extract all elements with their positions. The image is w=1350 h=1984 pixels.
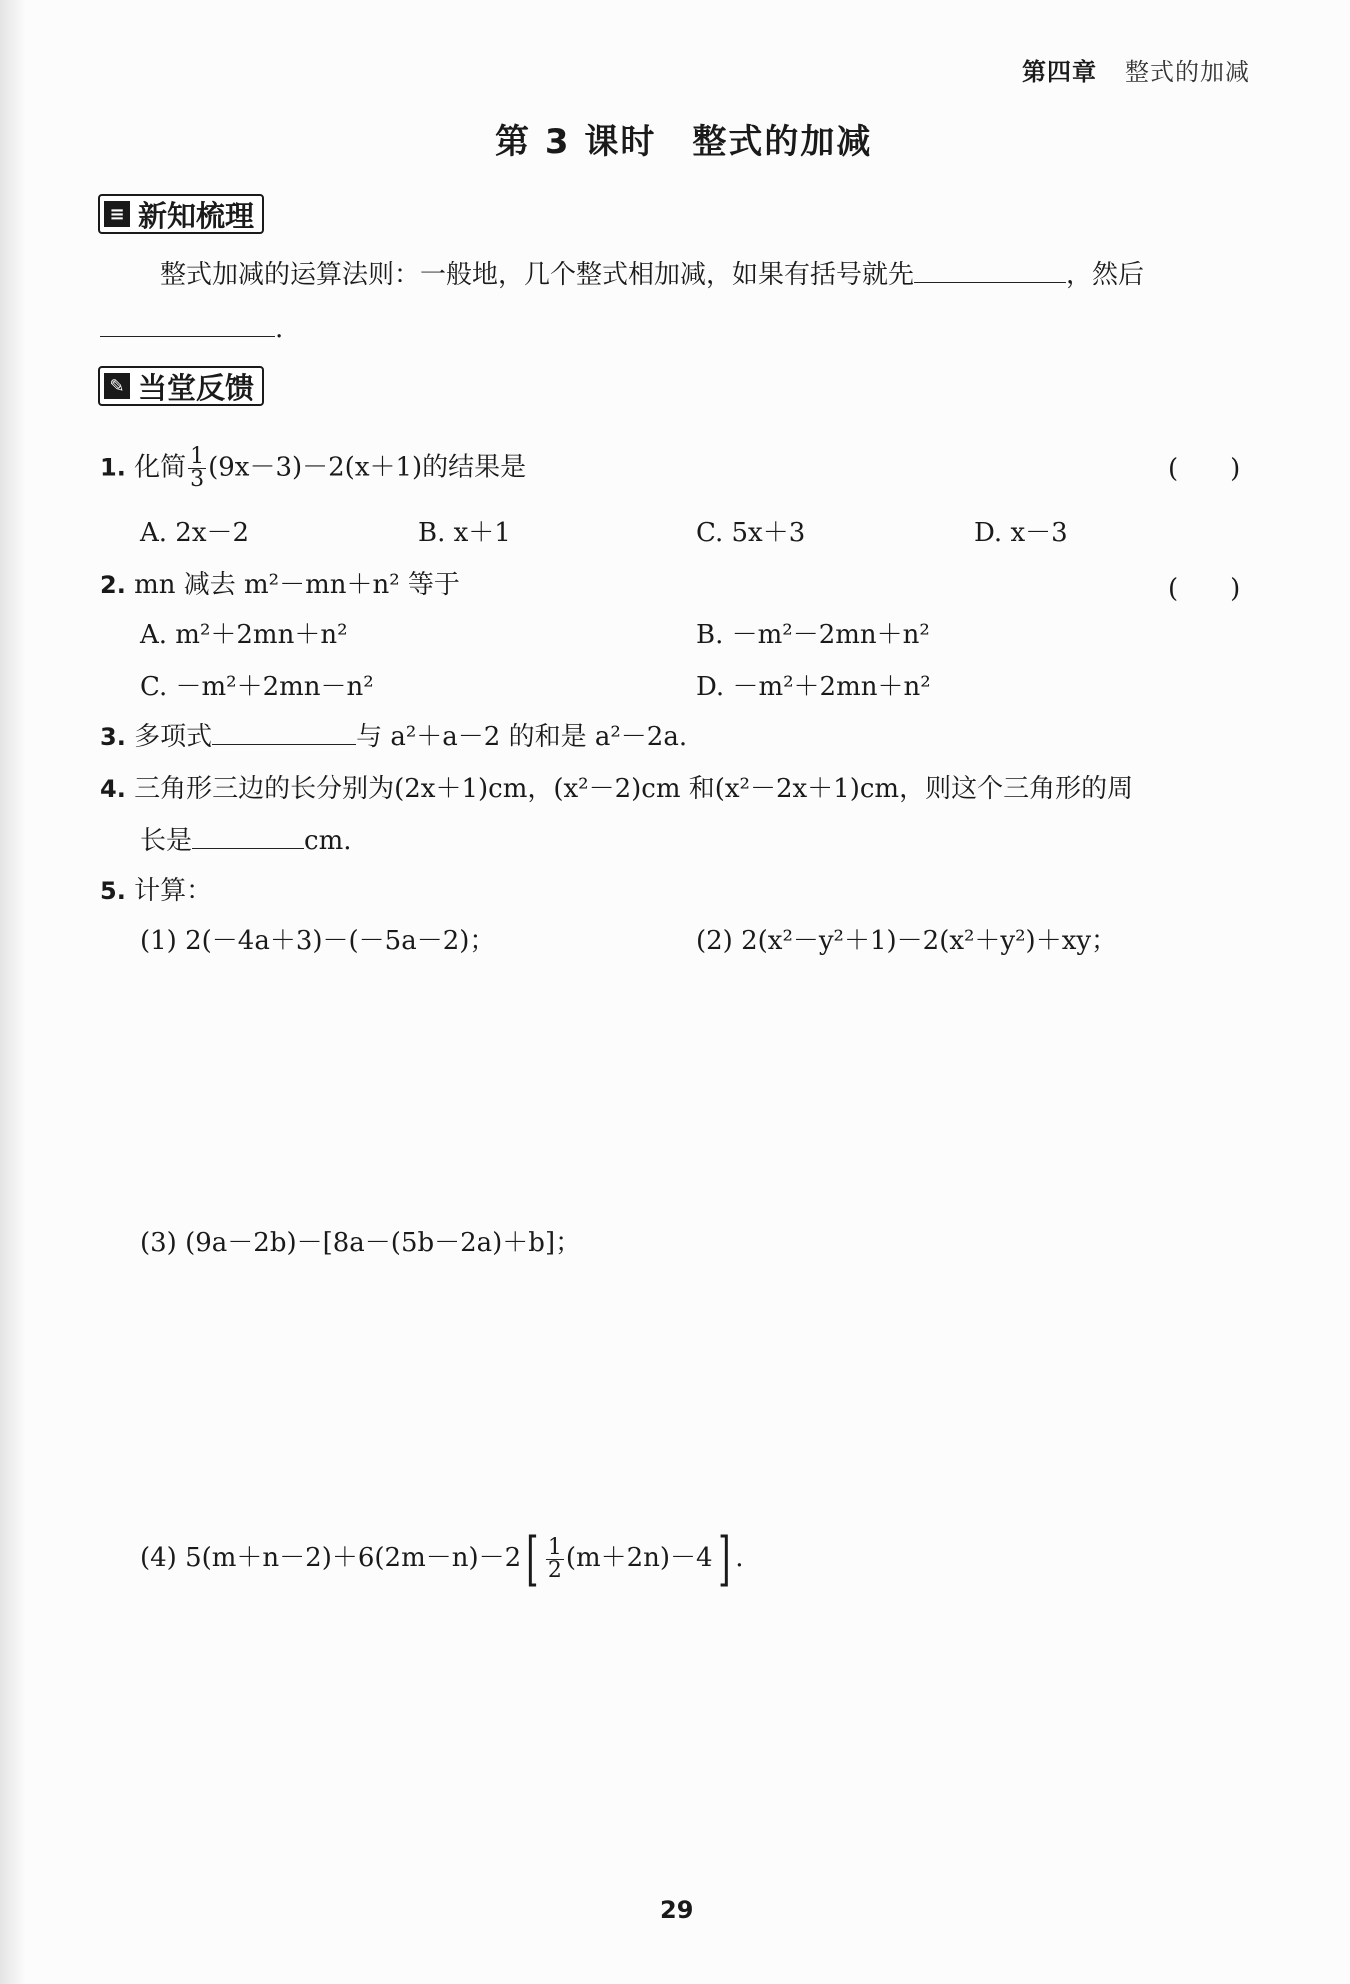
question-text: 计算：: [134, 876, 213, 906]
question-4-line2: [140, 824, 352, 858]
book-icon: ≡: [104, 201, 130, 227]
question-text: 三角形三边的长分别为(2x＋1)cm，(x²－2)cm 和(x²－2x＋1)cm，则这个三角形的周: [134, 774, 1134, 804]
option-a[interactable]: A. m²＋2mn＋n²: [140, 620, 348, 650]
answer-blank[interactable]: [914, 258, 1066, 283]
expression-text: (4) 5(m＋n－2)＋6(2m－n)－2: [140, 1543, 522, 1573]
fraction-denominator: 2: [547, 1557, 562, 1583]
answer-parenthesis[interactable]: ( ): [1168, 574, 1241, 604]
question-number: 1.: [100, 453, 126, 482]
expression-end: .: [735, 1543, 744, 1573]
section-feedback: [98, 366, 264, 406]
page-number: 29: [660, 1896, 694, 1924]
rule-text-after: ，然后: [1066, 260, 1145, 290]
header-chapter: 第四章: [1022, 58, 1097, 86]
question-text: 化简: [134, 452, 187, 483]
question-4: [100, 772, 1133, 806]
question-number: 2.: [100, 571, 126, 599]
question-text: 与 a²＋a－2 的和是 a²－2a.: [356, 722, 688, 752]
work-area-1[interactable]: [140, 1010, 680, 1210]
question-number: 5.: [100, 877, 126, 905]
option-c[interactable]: C. －m²＋2mn－n²: [140, 672, 374, 702]
question-number: 3.: [100, 723, 126, 751]
work-area-2[interactable]: [696, 1010, 1256, 1210]
sub-question-3: (3) (9a－2b)－[8a－(5b－2a)＋b]；: [140, 1228, 582, 1258]
right-bracket: ]: [717, 1525, 731, 1593]
question-text: 多项式: [134, 722, 213, 752]
option-d[interactable]: D. －m²＋2mn＋n²: [696, 672, 931, 702]
rule-end: .: [275, 314, 284, 344]
work-area-4[interactable]: [140, 1610, 1260, 1870]
fraction-numerator: 1: [190, 444, 205, 469]
question-number: 4.: [100, 775, 126, 803]
header-topic: 整式的加减: [1125, 58, 1250, 86]
fraction: [546, 1534, 564, 1583]
expression-text: (m＋2n)－4: [565, 1543, 713, 1573]
question-text: cm.: [304, 826, 352, 856]
rule-text: [160, 258, 1144, 292]
sub-question-1: (1) 2(－4a＋3)－(－5a－2)；: [140, 926, 496, 956]
fraction: [188, 446, 206, 491]
option-c[interactable]: C. 5x＋3: [696, 518, 806, 548]
option-b[interactable]: B. －m²－2mn＋n²: [696, 620, 930, 650]
rule-text-before: 整式加减的运算法则：一般地，几个整式相加减，如果有括号就先: [160, 260, 915, 290]
fraction-numerator: 1: [547, 1534, 562, 1560]
page-title: 第 3 课时 整式的加减: [495, 122, 873, 162]
question-text: (9x－3)－2(x＋1)的结果是: [208, 452, 527, 483]
answer-blank[interactable]: [100, 312, 275, 337]
section-label: 当堂反馈: [138, 370, 255, 405]
option-b[interactable]: B. x＋1: [418, 518, 511, 548]
section-new-knowledge: [98, 194, 264, 234]
answer-blank[interactable]: [192, 824, 304, 849]
question-text: mn 减去 m²－mn＋n² 等于: [134, 570, 460, 600]
sub-question-4: [140, 1525, 744, 1593]
option-a[interactable]: A. 2x－2: [140, 518, 250, 548]
rule-text-line2: [100, 312, 283, 346]
pencil-icon: ✎: [104, 373, 130, 399]
question-2: [100, 568, 460, 602]
question-1: [100, 446, 526, 491]
left-bracket: [: [526, 1525, 539, 1593]
option-d[interactable]: D. x－3: [974, 518, 1068, 548]
answer-parenthesis[interactable]: ( ): [1168, 454, 1241, 484]
sub-question-2: (2) 2(x²－y²＋1)－2(x²＋y²)＋xy；: [696, 926, 1118, 956]
section-label: 新知梳理: [138, 198, 255, 233]
question-3: [100, 720, 687, 754]
question-5: [100, 874, 212, 908]
work-area-3[interactable]: [140, 1290, 1260, 1510]
fraction-denominator: 3: [190, 467, 205, 492]
page-edge-shadow: [0, 0, 26, 1984]
answer-blank[interactable]: [212, 720, 356, 745]
question-text: 长是: [140, 826, 193, 856]
